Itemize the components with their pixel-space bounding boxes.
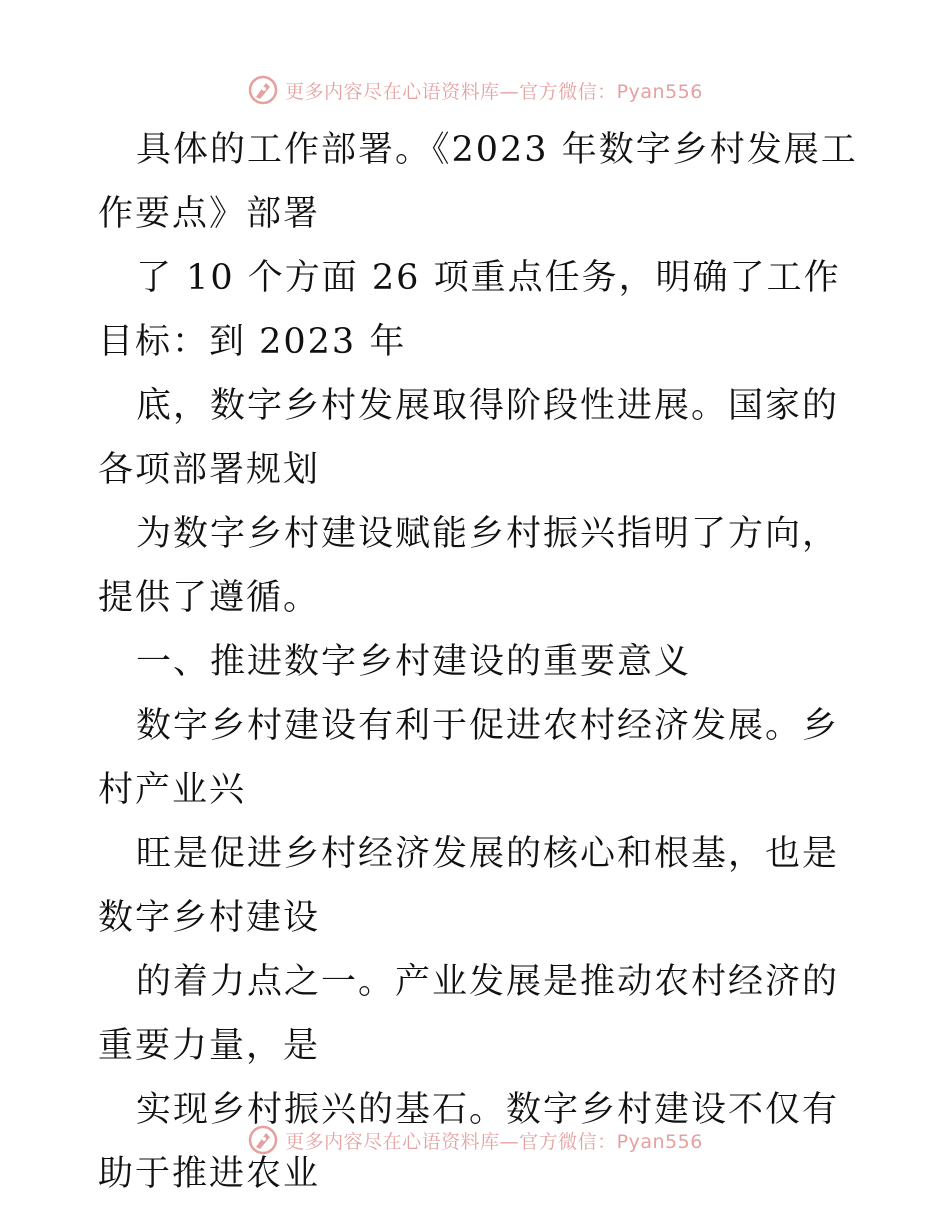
- document-body: [98, 118, 858, 1206]
- watermark-text: 更多内容尽在心语资料库—官方微信：Pyan556: [285, 1130, 703, 1153]
- section-heading: 一、推进数字乡村建设的重要意义: [136, 642, 692, 682]
- watermark-text: 更多内容尽在心语资料库—官方微信：Pyan556: [285, 80, 703, 103]
- pen-nib-logo-icon: [247, 74, 279, 106]
- paragraph: 为数字乡村建设赋能乡村振兴指明了方向，提供了遵循。: [98, 514, 840, 618]
- header-watermark: [0, 72, 950, 108]
- paragraph: 实现乡村振兴的基石。数字乡村建设不仅有助于推进农业: [98, 1090, 840, 1194]
- paragraph: 数字乡村建设有利于促进农村经济发展。乡村产业兴: [98, 706, 840, 810]
- paragraph: 具体的工作部署。《2023 年数字乡村发展工作要点》部署: [98, 130, 858, 234]
- paragraph: 底，数字乡村发展取得阶段性进展。国家的各项部署规划: [98, 386, 840, 490]
- paragraph: 旺是促进乡村经济发展的核心和根基，也是数字乡村建设: [98, 834, 840, 938]
- paragraph: 的着力点之一。产业发展是推动农村经济的重要力量，是: [98, 962, 840, 1066]
- footer-watermark: [0, 1122, 950, 1158]
- pen-nib-logo-icon: [247, 1124, 279, 1156]
- paragraph: 了 10 个方面 26 项重点任务，明确了工作目标：到 2023 年: [98, 258, 841, 362]
